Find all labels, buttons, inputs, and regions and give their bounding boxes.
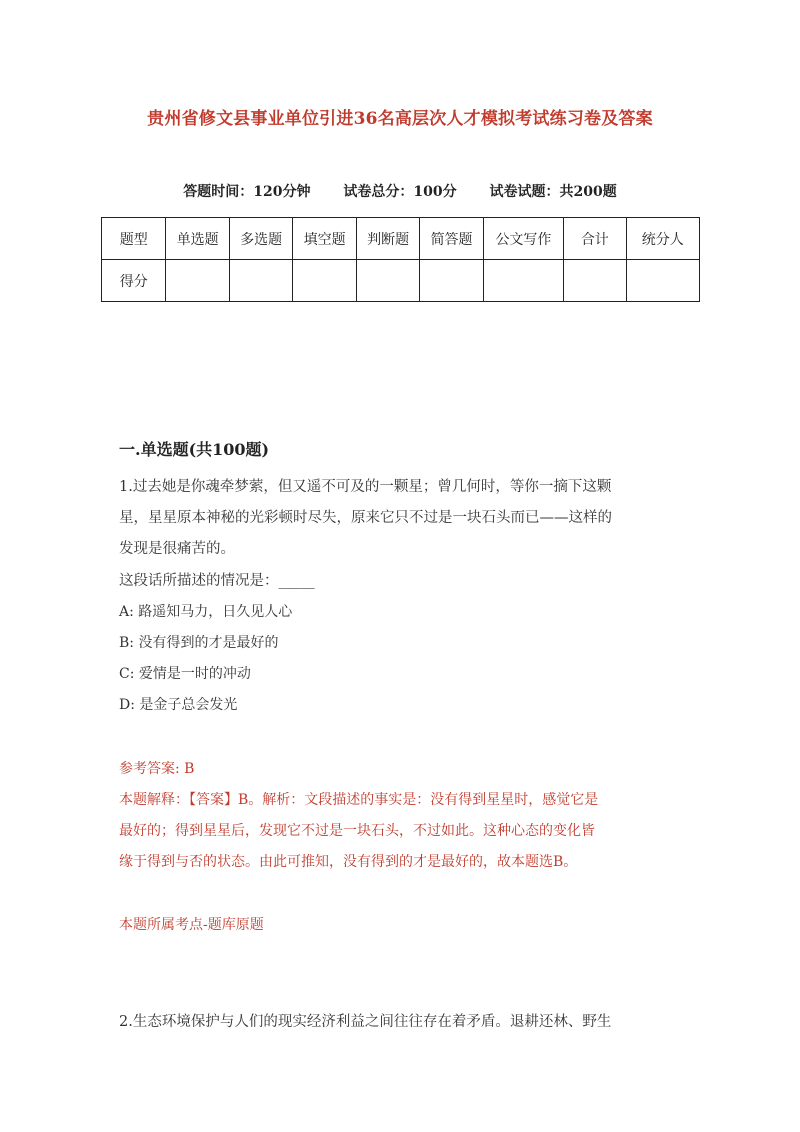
score-row-label: 得分: [102, 260, 166, 302]
section-title: 一.单选题(共100题): [119, 440, 270, 459]
score-cell: [166, 260, 229, 302]
score-table: [101, 217, 700, 302]
header-cell-short: 简答题: [420, 218, 483, 260]
question-1-stem: [119, 472, 679, 565]
score-table-header-row: [102, 218, 700, 260]
score-cell: [564, 260, 626, 302]
stem-line: 星，星星原本神秘的光彩顿时尽失，原来它只不过是一块石头而已——这样的: [119, 510, 612, 526]
answer-explanation: [119, 785, 679, 878]
explanation-line: 最好的；得到星星后，发现它不过是一块石头，不过如此。这种心态的变化皆: [119, 823, 595, 839]
option-b: B: 没有得到的才是最好的: [119, 635, 279, 651]
score-table-score-row: [102, 260, 700, 302]
question-2-stem: [119, 1007, 679, 1038]
score-cell: [483, 260, 563, 302]
score-cell: [293, 260, 356, 302]
score-cell: [420, 260, 483, 302]
question-1-body: [119, 566, 679, 721]
header-cell-scorer: 统分人: [626, 218, 699, 260]
header-cell-single: 单选题: [166, 218, 229, 260]
score-cell: [626, 260, 699, 302]
stem-line: 2.生态环境保护与人们的现实经济利益之间往往存在着矛盾。退耕还林、野生: [119, 1014, 612, 1030]
stem-line: 发现是很痛苦的。: [119, 541, 235, 557]
stem-line: 1.过去她是你魂牵梦萦，但又遥不可及的一颗星；曾几何时，等你一摘下这颗: [119, 479, 612, 495]
header-cell-type: 题型: [102, 218, 166, 260]
header-cell-fill: 填空题: [293, 218, 356, 260]
explanation-line: 缘于得到与否的状态。由此可推知，没有得到的才是最好的，故本题选B。: [119, 854, 578, 870]
exam-time: 答题时间：120分钟: [183, 184, 311, 200]
exam-total-score: 试卷总分：100分: [343, 184, 457, 200]
header-cell-writing: 公文写作: [483, 218, 563, 260]
option-c: C: 爱情是一时的冲动: [119, 666, 251, 682]
header-cell-judge: 判断题: [356, 218, 419, 260]
option-a: A: 路遥知马力，日久见人心: [119, 604, 293, 620]
exam-question-count: 试卷试题：共200题: [489, 184, 617, 200]
explanation-line: 本题解释：【答案】B。解析：文段描述的事实是：没有得到星星时，感觉它是: [119, 792, 599, 808]
score-cell: [356, 260, 419, 302]
question-source: 本题所属考点-题库原题: [119, 917, 264, 933]
exam-meta: [0, 181, 800, 201]
question-prompt: 这段话所描述的情况是：_____: [119, 573, 315, 589]
header-cell-multi: 多选题: [229, 218, 292, 260]
score-cell: [229, 260, 292, 302]
document-title: 贵州省修文县事业单位引进36名高层次人才模拟考试练习卷及答案: [147, 109, 653, 129]
option-d: D: 是金子总会发光: [119, 697, 238, 713]
header-cell-total: 合计: [564, 218, 626, 260]
reference-answer: 参考答案: B: [119, 761, 195, 777]
